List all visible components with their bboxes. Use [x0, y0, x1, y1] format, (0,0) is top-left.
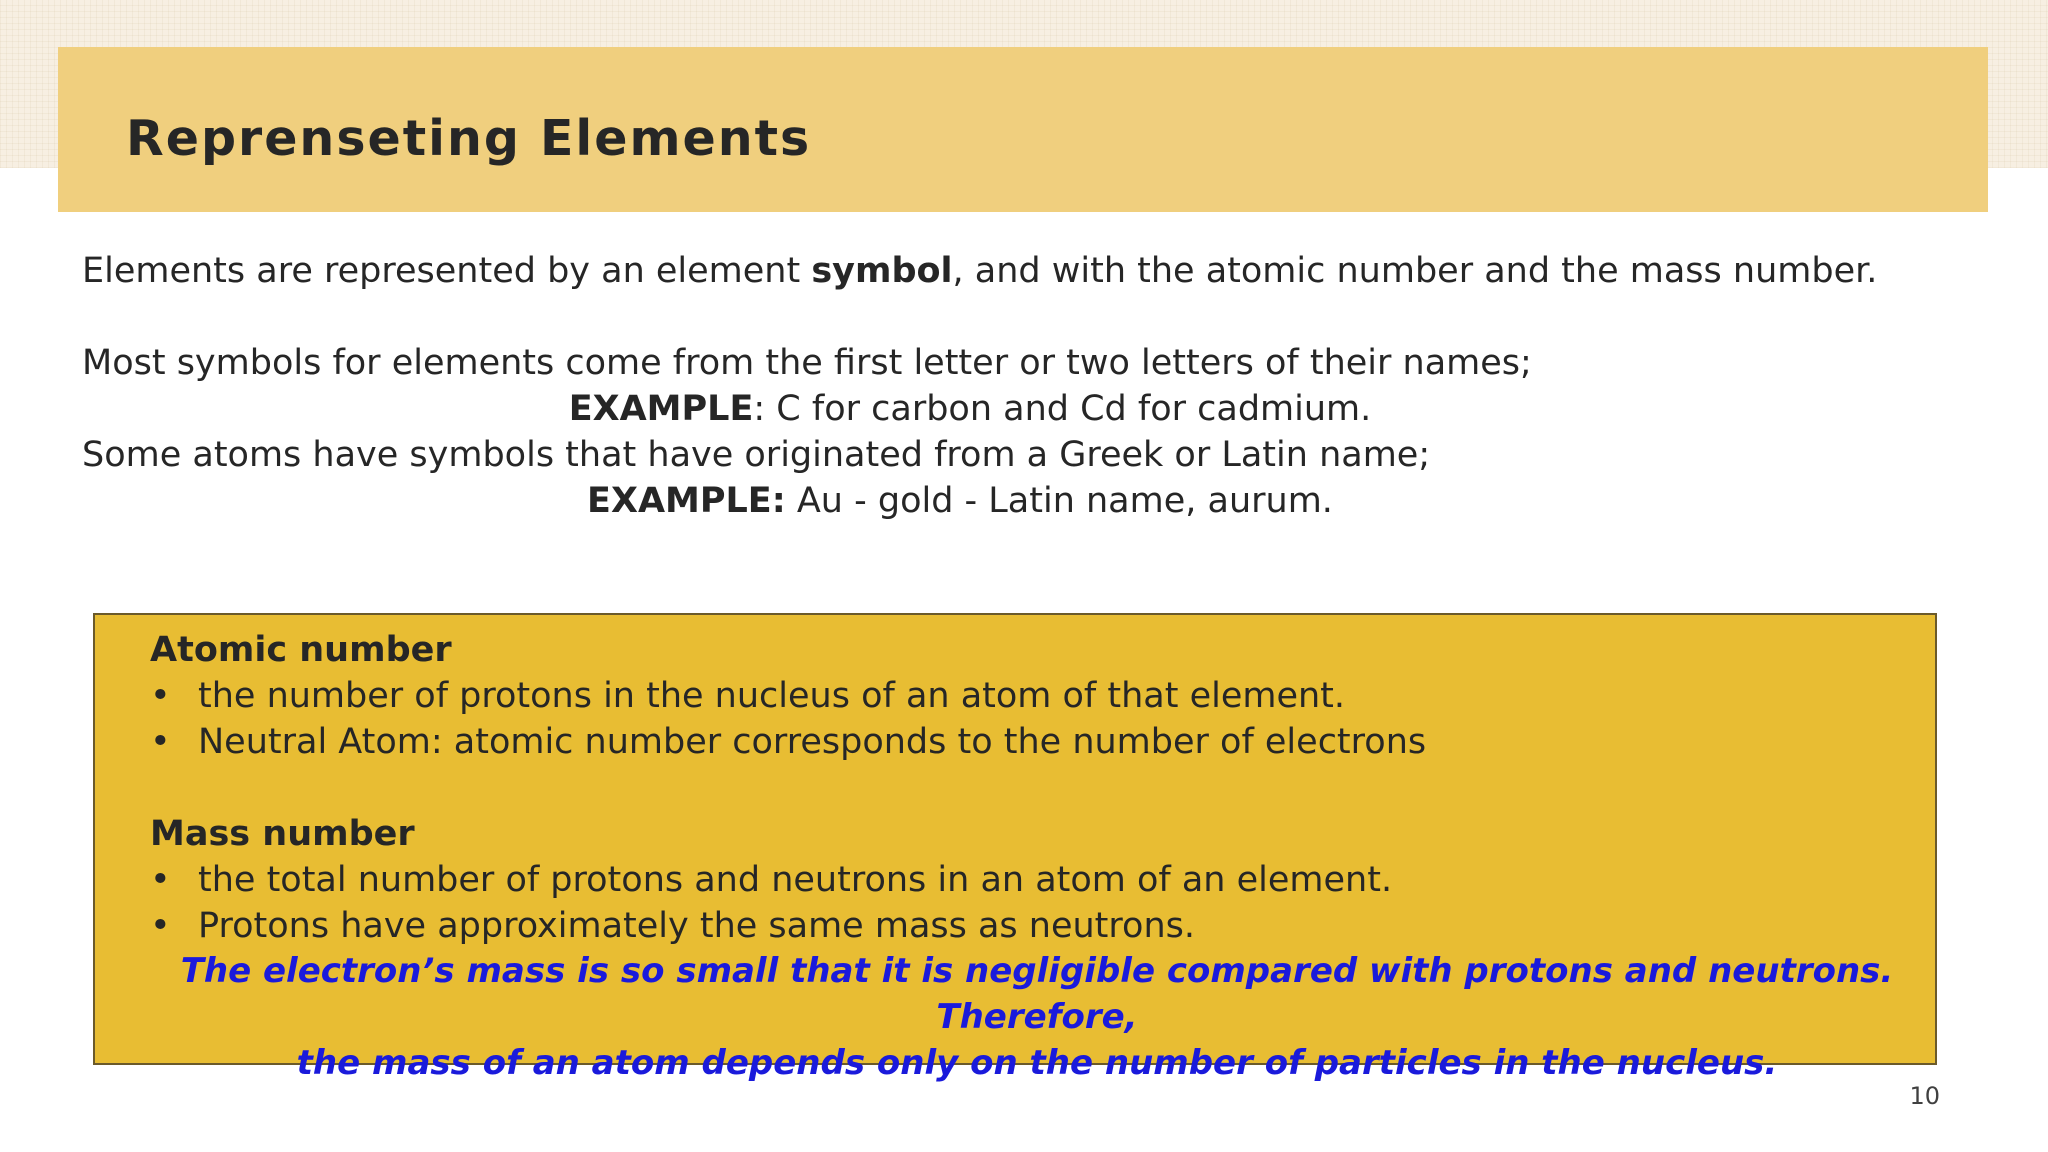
- intro-line-3: Some atoms have symbols that have originated from a Greek or Latin name;: [82, 435, 1431, 475]
- intro-line-1: Elements are represented by an element symbol, and with the atomic number and the mass number.: [82, 251, 1878, 291]
- list-item: • Neutral Atom: atomic number corresponds to the number of electrons: [150, 719, 1930, 765]
- bullet-icon: •: [150, 722, 171, 762]
- bullet-icon: •: [150, 676, 171, 716]
- page-number: 10: [1909, 1082, 1940, 1110]
- bullet-icon: •: [150, 860, 171, 900]
- list-item: • the total number of protons and neutrons in an atom of an element.: [150, 857, 1930, 903]
- list-item: • the number of protons in the nucleus of an atom of that element.: [150, 673, 1930, 719]
- intro-line-2: Most symbols for elements come from the first letter or two letters of their names;: [82, 343, 1532, 383]
- definitions-box: [93, 613, 1937, 1083]
- list-item: • Protons have approximately the same mass as neutrons.: [150, 903, 1930, 949]
- electron-mass-note: The electron’s mass is so small that it is negligible compared with protons and neutrons. Therefore, the mass of an atom depends only on the number of particles in the nucleus.: [180, 951, 1894, 1083]
- bullet-icon: •: [150, 906, 171, 946]
- mass-number-heading: Mass number: [150, 814, 415, 854]
- example-2: EXAMPLE: Au - gold - Latin name, aurum.: [587, 481, 1333, 521]
- symbol-term: symbol: [811, 251, 953, 291]
- slide-title: Reprenseting Elements: [126, 110, 812, 167]
- intro-text: [82, 248, 1982, 524]
- example-1: EXAMPLE: C for carbon and Cd for cadmium.: [568, 389, 1372, 429]
- definitions-content: [150, 627, 1930, 949]
- atomic-number-heading: Atomic number: [150, 630, 452, 670]
